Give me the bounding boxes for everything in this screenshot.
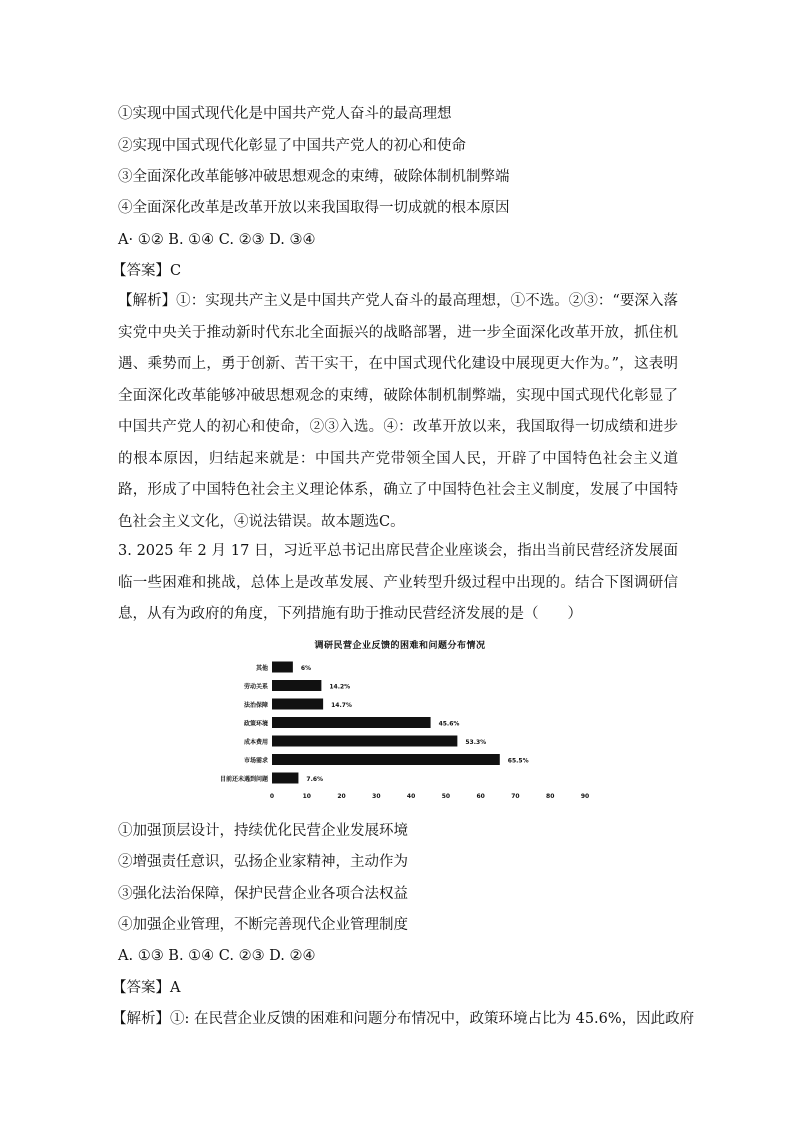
bar [272,736,457,747]
category-label: 市场需求 [243,757,268,765]
bar [272,773,298,784]
x-tick-label: 30 [372,793,381,800]
q3-answer: 【答案】A [112,980,181,996]
q3-option-4: ④加强企业管理，不断完善现代企业管理制度 [118,917,408,933]
q3-option-1: ①加强顶层设计，持续优化民营企业发展环境 [118,823,408,839]
chart-title: 调研民营企业反馈的困难和问题分布情况 [314,641,486,651]
value-label: 6% [300,665,312,672]
value-label: 14.7% [331,702,352,709]
category-label: 政策环境 [243,720,268,728]
chart-svg [195,636,605,806]
x-tick-label: 90 [580,793,590,800]
x-tick-label: 20 [337,793,346,800]
x-tick-label: 10 [302,793,311,800]
category-label: 其他 [255,665,268,672]
survey-chart [195,636,605,806]
x-tick-label: 50 [441,793,451,800]
q2-analysis: 【解析】①：实现共产主义是中国共产党人奋斗的最高理想，①不选。②③：“要深入落实党中央关于推动新时代东北全面振兴的战略部署，进一步全面深化改革开放，抓住机遇、乘势而上，勇于创新、苦干实干，在中国式现代化建设中展现更大作为。”，这表明全面深化改革能够冲破思想观念的束缚，破除体制机制弊端，实现中国式现代化彰显了中国共产党人的初心和使命，②③入选。④：改革开放以来，我国取得一切成绩和进步的根本原因，归结起来就是：中国共产党带领全国人民，开辟了中国特色社会主义道路，形成了中国特色社会主义理论体系，确立了中国特色社会主义制度，发展了中国特色社会主义文化，④说法错误。故本题选C。 [118,293,678,530]
value-label: 7.6% [306,776,324,783]
q3-option-2: ②增强责任意识，弘扬企业家精神，主动作为 [118,854,408,870]
q2-choices: A· ①② B. ①④ C. ②③ D. ③④ [118,232,316,248]
x-tick-label: 0 [269,793,275,800]
bar [272,662,293,673]
value-label: 53.3% [465,739,487,746]
x-tick-label: 60 [476,793,485,800]
bar [272,680,321,691]
x-tick-label: 80 [546,793,555,800]
q2-answer: 【答案】C [112,263,182,279]
value-label: 14.2% [329,683,351,691]
q2-option-2: ②实现中国式现代化彰显了中国共产党人的初心和使命 [118,138,466,154]
q2-option-1: ①实现中国式现代化是中国共产党人奋斗的最高理想 [118,106,452,122]
bar [272,717,431,728]
value-label: 65.5% [507,757,529,765]
q3-choices: A. ①③ B. ①④ C. ②③ D. ②④ [118,948,316,964]
q3-option-3: ③强化法治保障，保护民营企业各项合法权益 [118,886,408,902]
q3-stem: 3. 2025 年 2 月 17 日，习近平总书记出席民营企业座谈会，指出当前民营经济发展面临一些困难和挑战，总体上是改革发展、产业转型升级过程中出现的。结合下图调研信息，从有为政府的角度，下列措施有助于推动民营经济发展的是（ ） [118,543,678,622]
q2-option-4: ④全面深化改革是改革开放以来我国取得一切成就的根本原因 [118,200,510,216]
x-tick-label: 40 [406,793,416,800]
category-label: 法治保障 [243,702,268,709]
q2-option-3: ③全面深化改革能够冲破思想观念的束缚，破除体制机制弊端 [118,169,510,185]
bar [272,699,323,710]
x-tick-label: 70 [511,793,520,800]
category-label: 劳动关系 [243,683,268,691]
q3-analysis: 【解析】①: 在民营企业反馈的困难和问题分布情况中，政策环境占比为 45.6%，因此政府 [112,1011,695,1027]
bar [272,754,500,765]
category-label: 目前还未遇到问题 [219,776,268,783]
value-label: 45.6% [438,720,460,728]
category-label: 成本费用 [243,739,268,746]
